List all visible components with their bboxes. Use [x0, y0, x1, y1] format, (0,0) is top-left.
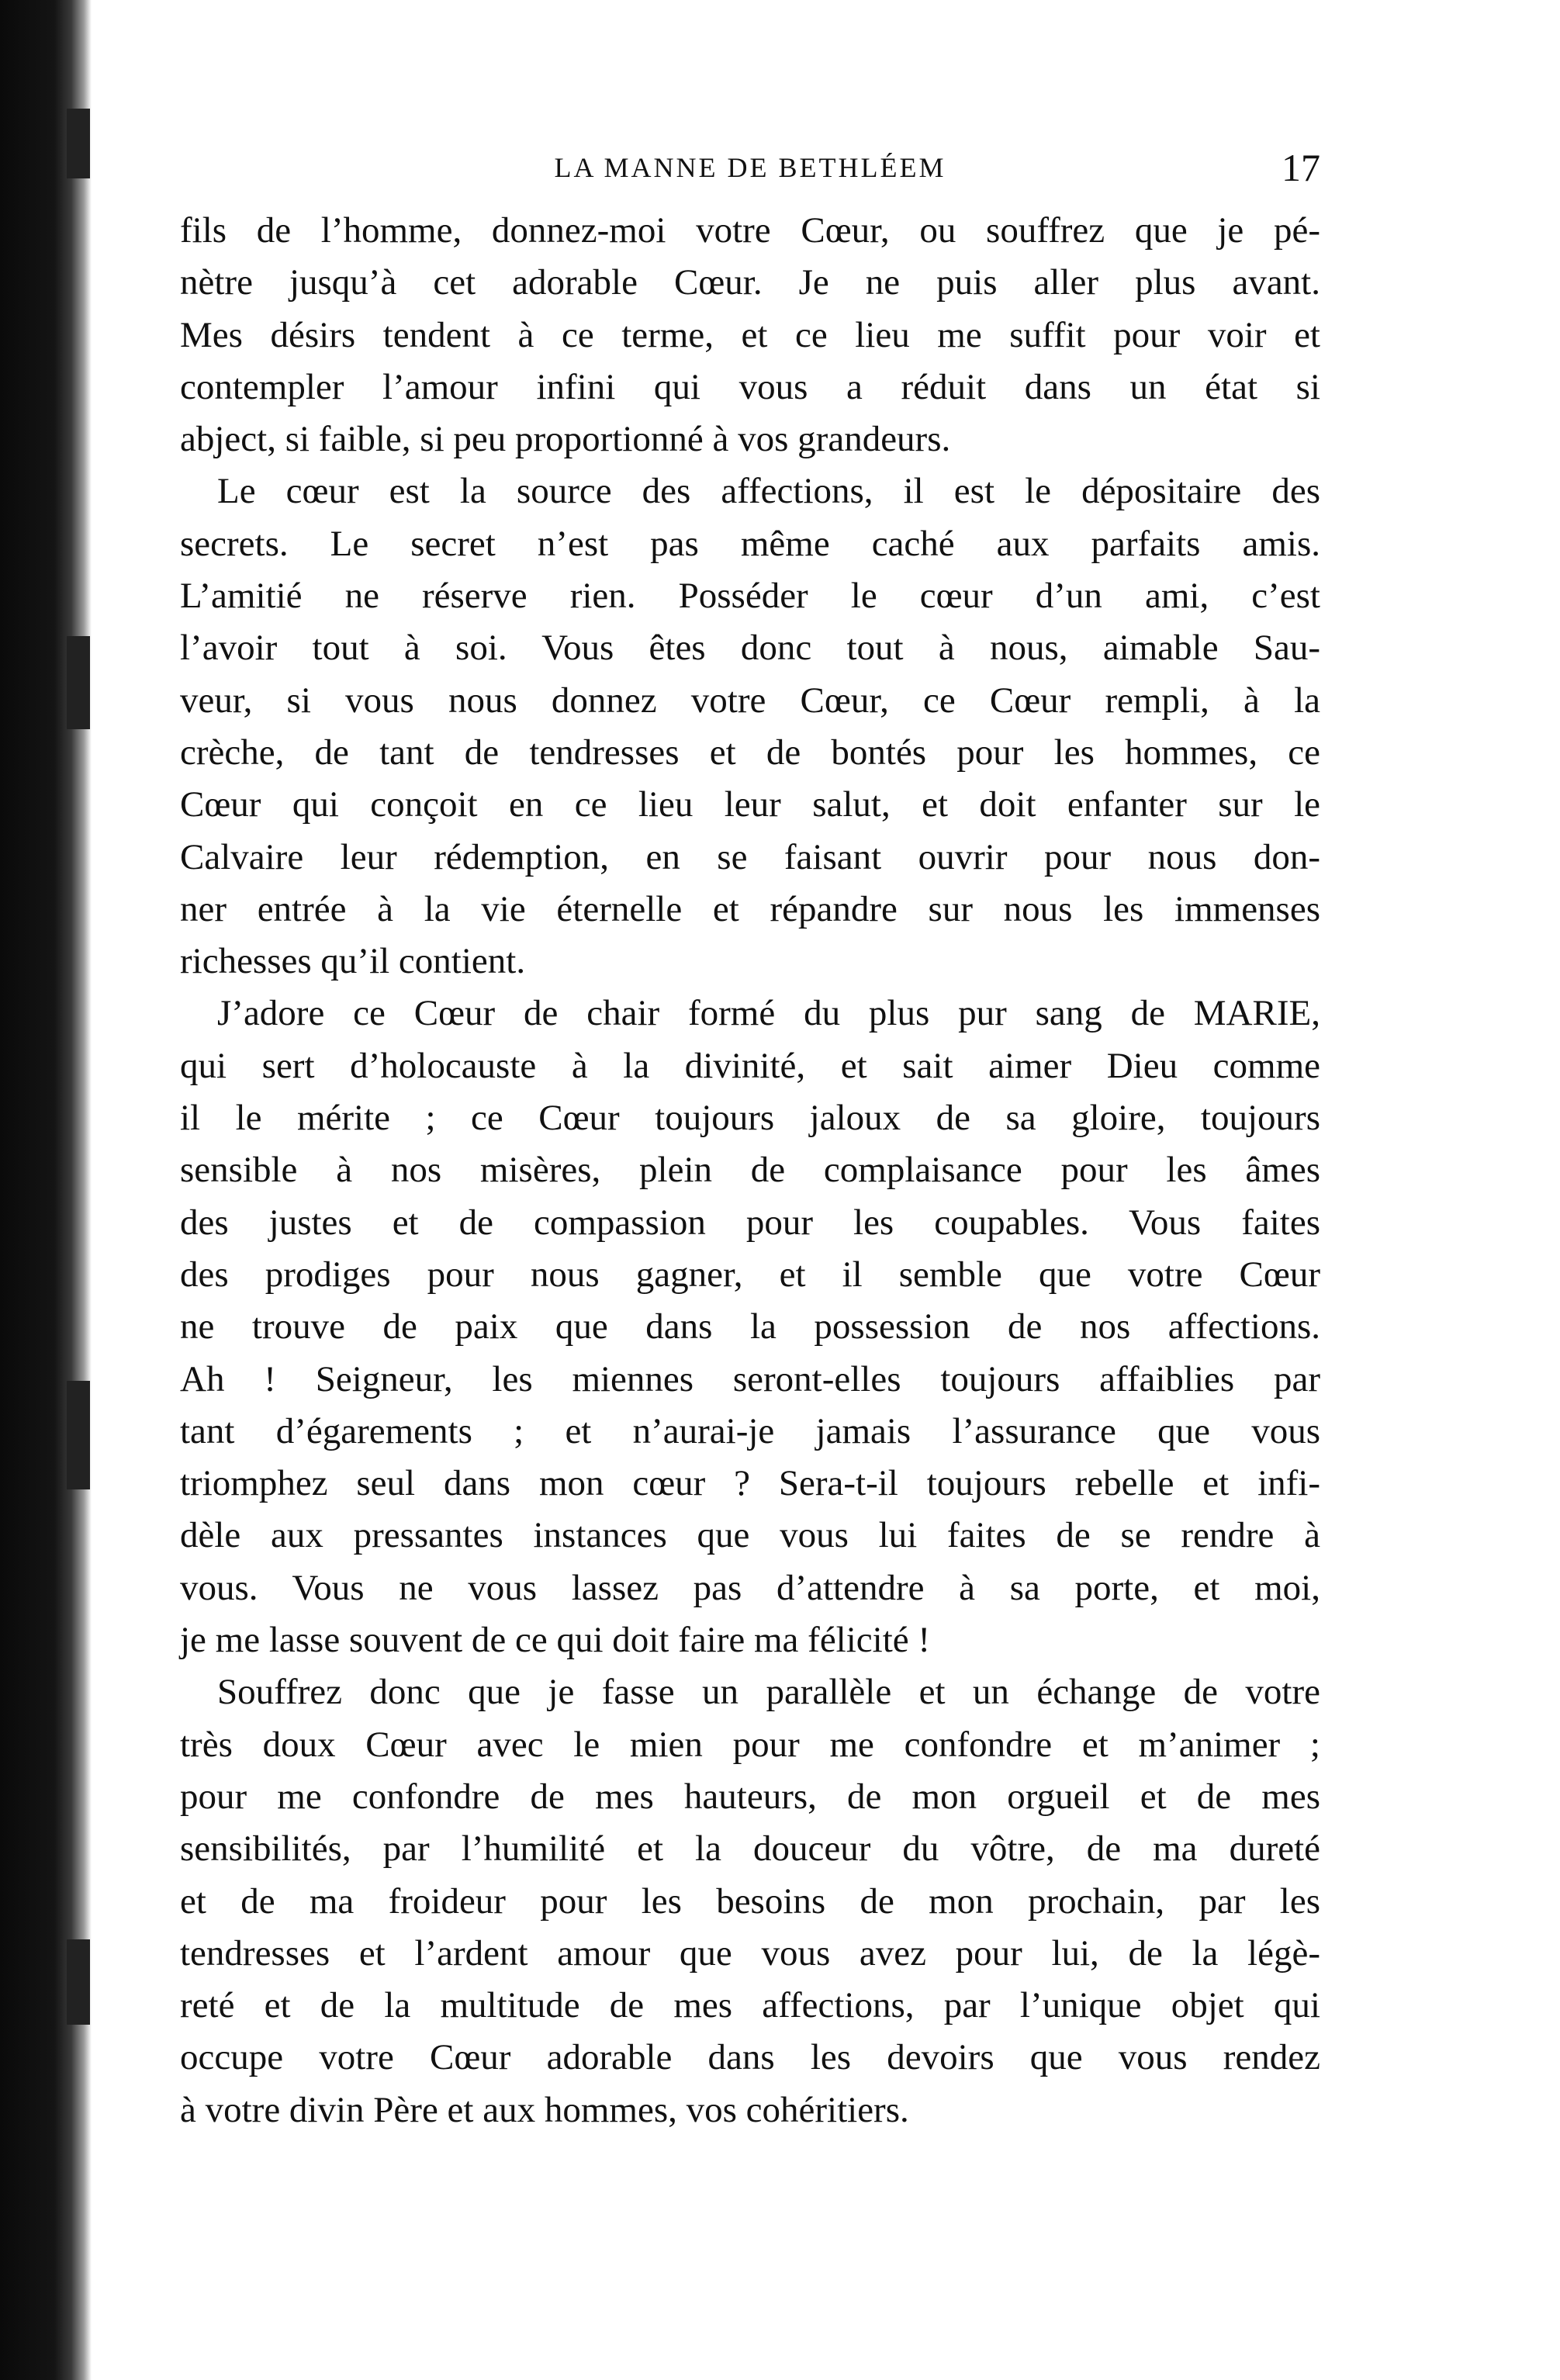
text-line: veur, si vous nous donnez votre Cœur, ce Cœur rempli, à la: [180, 680, 1320, 721]
text-line: abject, si faible, si peu proportionné à vos grandeurs.: [180, 419, 951, 460]
text-line: je me lasse souvent de ce qui doit faire ma félicité !: [180, 1620, 931, 1661]
text-line: contempler l’amour infini qui vous a réduit dans un état si: [180, 366, 1320, 407]
spine-mark: [67, 1381, 90, 1489]
text-line: J’adore ce Cœur de chair formé du plus pur sang de MARIE,: [217, 993, 1320, 1034]
text-line: vous. Vous ne vous lassez pas d’attendre à sa porte, et moi,: [180, 1567, 1320, 1608]
text-line: Mes désirs tendent à ce terme, et ce lieu me suffit pour voir et: [180, 314, 1320, 355]
text-line: occupe votre Cœur adorable dans les devoirs que vous rendez: [180, 2037, 1320, 2078]
text-line: pour me confondre de mes hauteurs, de mon orgueil et de mes: [180, 1776, 1320, 1817]
text-line: Ah ! Seigneur, les miennes seront-elles toujours affaiblies par: [180, 1358, 1320, 1399]
text-line: dèle aux pressantes instances que vous lui faites de se rendre à: [180, 1515, 1320, 1556]
text-line: Cœur qui conçoit en ce lieu leur salut, et doit enfanter sur le: [180, 784, 1320, 825]
text-line: et de ma froideur pour les besoins de mon prochain, par les: [180, 1880, 1320, 1922]
text-line: Le cœur est la source des affections, il est le dépositaire des: [217, 471, 1320, 512]
text-line: sensibilités, par l’humilité et la douceur du vôtre, de ma dureté: [180, 1828, 1320, 1870]
text-line: Calvaire leur rédemption, en se faisant ouvrir pour nous don-: [180, 836, 1320, 877]
text-line: richesses qu’il contient.: [180, 941, 526, 982]
text-line: reté et de la multitude de mes affections, par l’unique objet qui: [180, 1985, 1320, 2026]
text-line: l’avoir tout à soi. Vous êtes donc tout à nous, aimable Sau-: [180, 628, 1320, 669]
text-line: très doux Cœur avec le mien pour me confondre et m’animer ;: [180, 1724, 1320, 1765]
running-title: LA MANNE DE BETHLÉEM: [554, 152, 946, 183]
text-line: tendresses et l’ardent amour que vous avez pour lui, de la légè-: [180, 1932, 1320, 1974]
text-line: ne trouve de paix que dans la possession de nos affections.: [180, 1306, 1320, 1347]
text-line: L’amitié ne réserve rien. Posséder le cœur d’un ami, c’est: [180, 576, 1320, 617]
text-line: à votre divin Père et aux hommes, vos cohéritiers.: [180, 2089, 909, 2130]
text-line: crèche, de tant de tendresses et de bontés pour les hommes, ce: [180, 732, 1320, 773]
book-spine-shadow: [0, 0, 92, 2380]
text-line: des prodiges pour nous gagner, et il semble que votre Cœur: [180, 1254, 1320, 1295]
text-line: des justes et de compassion pour les coupables. Vous faites: [180, 1202, 1320, 1243]
text-line: secrets. Le secret n’est pas même caché aux parfaits amis.: [180, 523, 1320, 564]
text-line: qui sert d’holocauste à la divinité, et sait aimer Dieu comme: [180, 1045, 1320, 1086]
spine-mark: [67, 636, 90, 729]
text-line: tant d’égarements ; et n’aurai-je jamais l’assurance que vous: [180, 1410, 1320, 1451]
text-line: nètre jusqu’à cet adorable Cœur. Je ne puis aller plus avant.: [180, 262, 1320, 303]
text-line: sensible à nos misères, plein de complaisance pour les âmes: [180, 1150, 1320, 1191]
spine-mark: [67, 109, 90, 178]
spine-mark: [67, 1939, 90, 2025]
body-text: [180, 205, 1320, 2136]
text-line: fils de l’homme, donnez-moi votre Cœur, ou souffrez que je pé-: [180, 210, 1320, 251]
text-line: ner entrée à la vie éternelle et répandre sur nous les immenses: [180, 888, 1320, 929]
text-line: triomphez seul dans mon cœur ? Sera-t-il toujours rebelle et infi-: [180, 1463, 1320, 1504]
text-line: Souffrez donc que je fasse un parallèle et un échange de votre: [217, 1672, 1320, 1713]
page-number: 17: [1282, 146, 1320, 189]
text-line: il le mérite ; ce Cœur toujours jaloux de sa gloire, toujours: [180, 1098, 1320, 1139]
running-head: [180, 144, 1320, 191]
